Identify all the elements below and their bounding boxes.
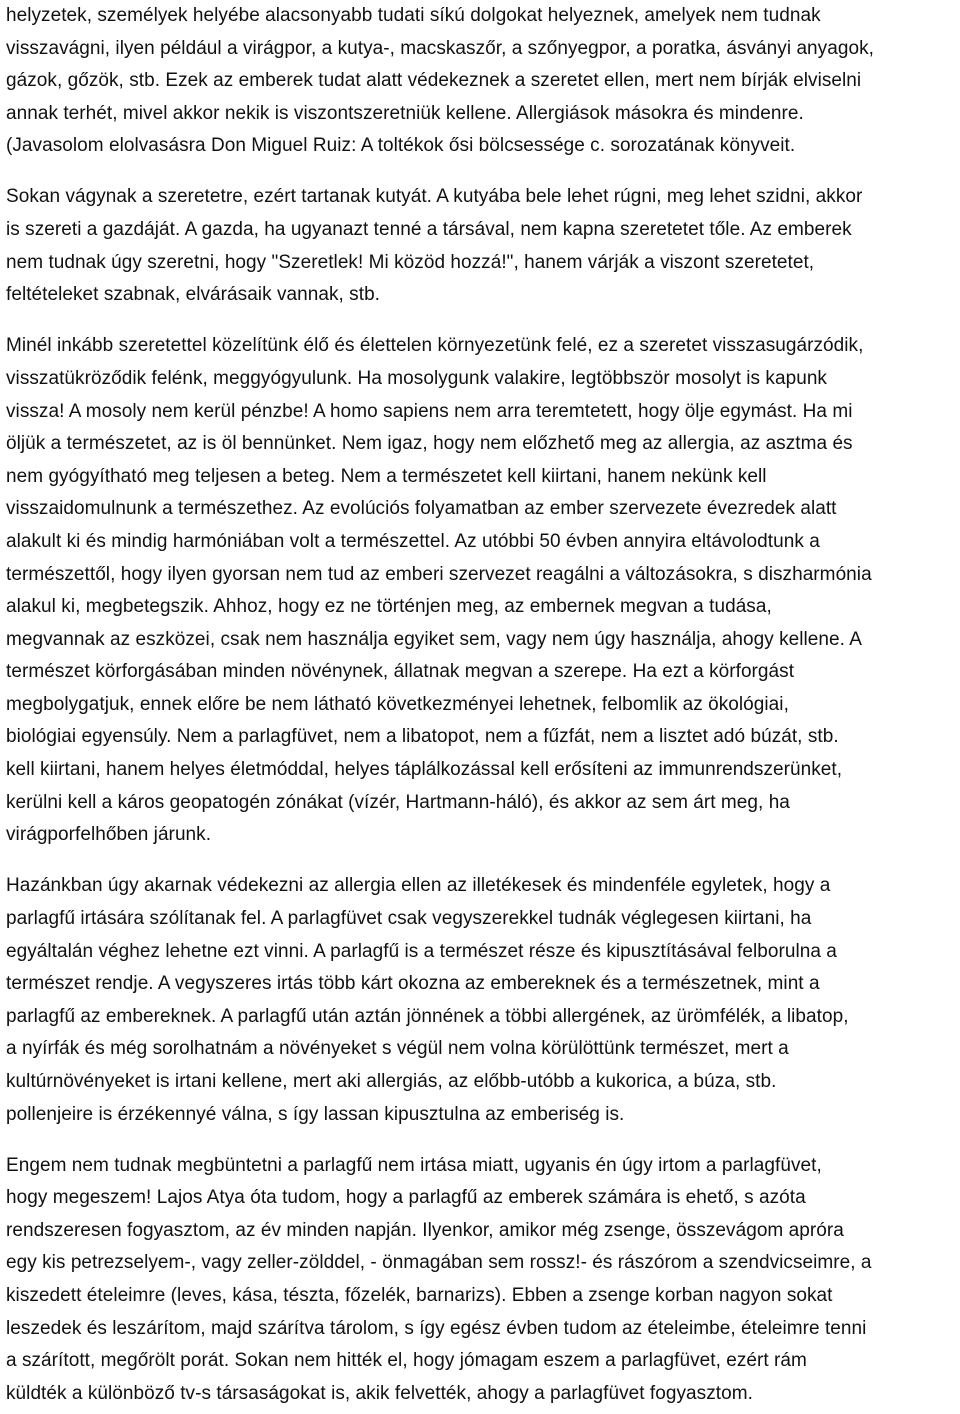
text-line: természet rendje. A vegyszeres irtás több kárt okozna az embereknek és a természetnek, mint a bbox=[6, 973, 820, 995]
text-line: Engem nem tudnak megbüntetni a parlagfű nem irtása miatt, ugyanis én úgy irtom a parlagfüvet, bbox=[6, 1154, 822, 1176]
paragraph-2 bbox=[6, 181, 954, 311]
text-line: Minél inkább szeretettel közelítünk élő és élettelen környezetünk felé, ez a szeretet visszasugárzódik, bbox=[6, 335, 864, 357]
text-line: helyzetek, személyek helyébe alacsonyabb tudati síkú dolgokat helyeznek, amelyek nem tudnak bbox=[6, 5, 821, 26]
text-line: alakul ki, megbetegszik. Ahhoz, hogy ez ne történjen meg, az embernek megvan a tudása, bbox=[6, 596, 772, 618]
text-line: vissza! A mosoly nem kerül pénzbe! A homo sapiens nem arra teremtetett, hogy ölje egymást. Ha mi bbox=[6, 400, 853, 422]
paragraph-1 bbox=[6, 0, 954, 163]
paragraph-5 bbox=[6, 1150, 954, 1411]
text-line: pollenjeire is érzékennyé válna, s így lassan kipusztulna az emberiség is. bbox=[6, 1103, 625, 1125]
text-line: kerülni kell a káros geopatogén zónákat (vízér, Hartmann-háló), és akkor az sem árt meg, ha bbox=[6, 791, 790, 813]
text-line: kultúrnövényeket is irtani kellene, mert aki allergiás, az előbb-utóbb a kukorica, a búza, stb. bbox=[6, 1070, 777, 1092]
text-line: kell kiirtani, hanem helyes életmóddal, helyes táplálkozással kell erősíteni az immunrendszerünket, bbox=[6, 759, 843, 781]
text-line: nem gyógyítható meg teljesen a beteg. Nem a természetet kell kiirtani, hanem nekünk kell bbox=[6, 465, 767, 487]
text-line: parlagfű az embereknek. A parlagfű után aztán jönnének a többi allergének, az ürömfélék, a libatop, bbox=[6, 1005, 849, 1027]
paragraph-4 bbox=[6, 870, 954, 1131]
text-line: hogy megeszem! Lajos Atya óta tudom, hogy a parlagfű az emberek számára is ehető, s azóta bbox=[6, 1187, 806, 1209]
text-line: Hazánkban úgy akarnak védekezni az allergia ellen az illetékesek és mindenféle egyletek, hogy a bbox=[6, 875, 831, 897]
text-line: annak terhét, mivel akkor nekik is viszontszeretniük kellene. Allergiások másokra és mindenre. bbox=[6, 102, 804, 124]
text-line: feltételeket szabnak, elvárásaik vannak, stb. bbox=[6, 284, 381, 306]
text-line: a szárított, megőrölt porát. Sokan nem hitték el, hogy jómagam eszem a parlagfüvet, ezért rám bbox=[6, 1350, 807, 1372]
text-line: megbolygatjuk, ennek előre be nem látható következményei lehetnek, felbomlik az ökológiai, bbox=[6, 693, 789, 715]
text-line: visszatükröződik felénk, meggyógyulunk. Ha mosolygunk valakire, legtöbbször mosolyt is kapunk bbox=[6, 367, 827, 389]
text-line: kiszedett ételeimre (leves, kása, tészta, főzelék, barnarizs). Ebben a zsenge korban nagyon sokat bbox=[6, 1284, 833, 1306]
text-line: gázok, gőzök, stb. Ezek az emberek tudat alatt védekeznek a szeretet ellen, mert nem bírják elviselni bbox=[6, 70, 862, 92]
text-line: nem tudnak úgy szeretni, hogy "Szeretlek! Mi közöd hozzá!", hanem várják a viszont szeretetet, bbox=[6, 251, 815, 273]
text-line: öljük a természetet, az is öl bennünket. Nem igaz, hogy nem előzhető meg az allergia, az asztma és bbox=[6, 433, 853, 455]
text-line: megvannak az eszközei, csak nem használja egyiket sem, vagy nem úgy használja, ahogy kellene. A bbox=[6, 628, 862, 650]
text-line: Sokan vágynak a szeretetre, ezért tartanak kutyát. A kutyába bele lehet rúgni, meg lehet szidni, akkor bbox=[6, 186, 863, 208]
text-line: rendszeresen fogyasztom, az év minden napján. Ilyenkor, amikor még zsenge, összevágom apróra bbox=[6, 1219, 844, 1241]
text-line: virágporfelhőben járunk. bbox=[6, 824, 212, 846]
text-line: parlagfű irtására szólítanak fel. A parlagfüvet csak vegyszerekkel tudnák véglegesen kiirtani, ha bbox=[6, 907, 812, 929]
text-line: természettől, hogy ilyen gyorsan nem tud az emberi szervezet reagálni a változásokra, s diszharmónia bbox=[6, 563, 872, 585]
text-line: küldték a különböző tv-s társaságokat is, akik felvették, ahogy a parlagfüvet fogyasztom. bbox=[6, 1382, 753, 1404]
text-line: alakult ki és mindig harmóniában volt a természettel. Az utóbbi 50 évben annyira eltávolodtunk a bbox=[6, 530, 820, 552]
text-line: a nyírfák és még sorolhatnám a növényeket s végül nem volna körülöttünk természet, mert a bbox=[6, 1038, 789, 1060]
text-line: visszavágni, ilyen például a virágpor, a kutya-, macskaszőr, a szőnyegpor, a poratka, ásványi anyagok, bbox=[6, 37, 874, 59]
text-line: leszedek és leszárítom, majd szárítva tárolom, s így egész évben tudom az ételeimbe, ételeimre tenni bbox=[6, 1317, 867, 1339]
paragraph-3 bbox=[6, 330, 954, 852]
text-line: természet körforgásában minden növénynek, állatnak megvan a szerepe. Ha ezt a körforgást bbox=[6, 661, 795, 683]
text-line: (Javasolom elolvasásra Don Miguel Ruiz: A toltékok ősi bölcsessége c. sorozatának könyveit. bbox=[6, 135, 796, 157]
text-line: biológiai egyensúly. Nem a parlagfüvet, nem a libatopot, nem a fűzfát, nem a lisztet adó búzát, stb. bbox=[6, 726, 839, 748]
text-line: egy kis petrezselyem-, vagy zeller-zölddel, - önmagában sem rossz!- és rászórom a szendvicseimre, a bbox=[6, 1252, 872, 1274]
text-line: egyáltalán véghez lehetne ezt vinni. A parlagfű is a természet része és kipusztításával felborulna a bbox=[6, 940, 837, 962]
text-line: visszaidomulnunk a természethez. Az evolúciós folyamatban az ember szervezete évezredek alatt bbox=[6, 498, 837, 520]
text-line: is szereti a gazdáját. A gazda, ha ugyanazt tenné a társával, nem kapna szeretetet tőle. Az emberek bbox=[6, 219, 852, 241]
